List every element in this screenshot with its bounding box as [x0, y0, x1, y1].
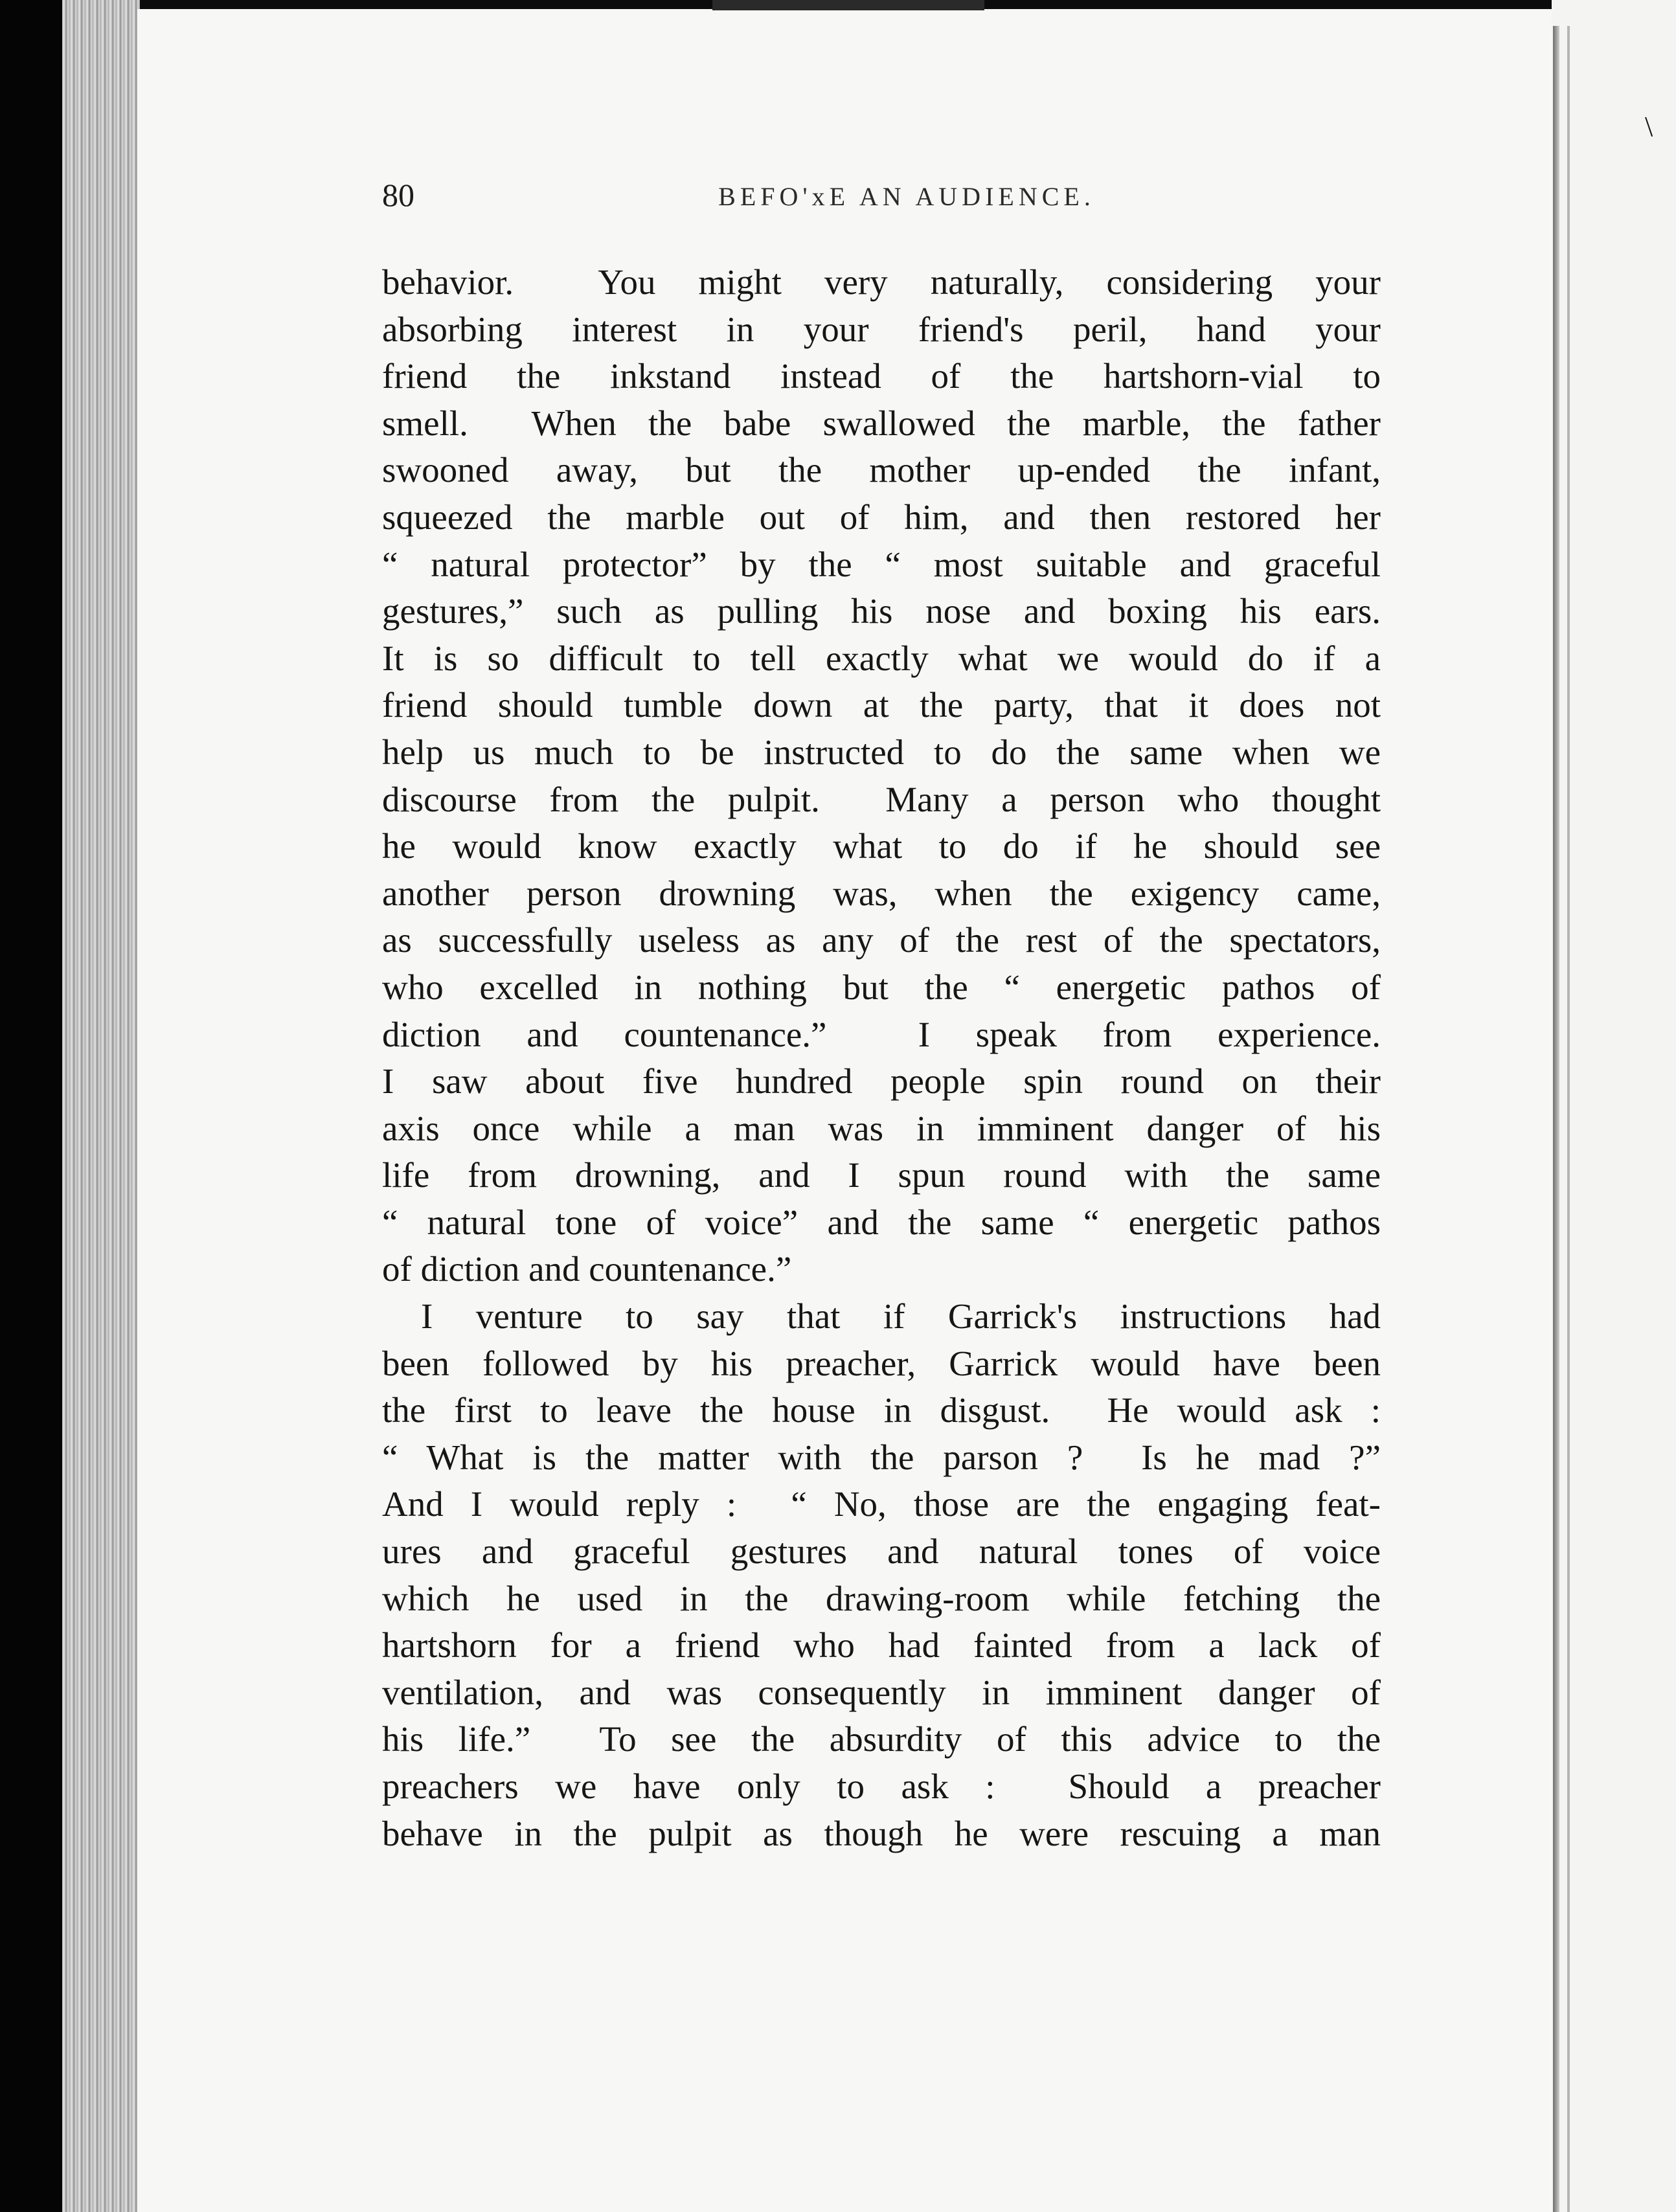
- running-head: BEFO'xE AN AUDIENCE.: [718, 182, 1095, 211]
- text-line: his life.” To see the absurdity of this advice to the: [382, 1719, 1381, 1759]
- text-line: the first to leave the house in disgust. He would ask :: [382, 1390, 1381, 1430]
- text-line: hartshorn for a friend who had fainted from a lack of: [382, 1625, 1381, 1665]
- text-line: behavior. You might very naturally, considering your: [382, 262, 1381, 302]
- text-line: who excelled in nothing but the “ energetic pathos of: [382, 967, 1381, 1007]
- text-line: which he used in the drawing-room while fetching the: [382, 1578, 1381, 1618]
- text-line: been followed by his preacher, Garrick would have been: [382, 1343, 1381, 1383]
- text-line: friend the inkstand instead of the hartshorn-vial to: [382, 356, 1381, 396]
- text-line: It is so difficult to tell exactly what we would do if a: [382, 638, 1381, 678]
- binding-shadow: [1553, 26, 1559, 2212]
- text-line: he would know exactly what to do if he should see: [382, 826, 1381, 866]
- text-line: ventilation, and was consequently in imminent danger of: [382, 1672, 1381, 1712]
- body-text: [382, 259, 1381, 1857]
- text-line: smell. When the babe swallowed the marble, the father: [382, 403, 1381, 443]
- text-line: absorbing interest in your friend's peril, hand your: [382, 309, 1381, 349]
- text-line: preachers we have only to ask : Should a preacher: [382, 1766, 1381, 1806]
- page-edges: [62, 0, 140, 2212]
- text-line: “ natural tone of voice” and the same “ energetic pathos: [382, 1202, 1381, 1242]
- text-line: discourse from the pulpit. Many a person who thought: [382, 779, 1381, 819]
- text-line: “ What is the matter with the parson ? Is he mad ?”: [382, 1437, 1381, 1477]
- text-line: axis once while a man was in imminent danger of his: [382, 1108, 1381, 1148]
- text-line: behave in the pulpit as though he were rescuing a man: [382, 1813, 1381, 1853]
- top-scan-artifact: [712, 0, 984, 10]
- text-line: swooned away, but the mother up-ended the infant,: [382, 450, 1381, 490]
- page-header: [382, 176, 1373, 221]
- text-line: gestures,” such as pulling his nose and boxing his ears.: [382, 591, 1381, 631]
- text-line: ures and graceful gestures and natural tones of voice: [382, 1531, 1381, 1572]
- text-line: help us much to be instructed to do the same when we: [382, 732, 1381, 772]
- text-line: as successfully useless as any of the rest of the spectators,: [382, 920, 1381, 960]
- text-line: another person drowning was, when the exigency came,: [382, 873, 1381, 913]
- text-line: squeezed the marble out of him, and then restored her: [382, 497, 1381, 537]
- text-line: of diction and countenance.”: [382, 1249, 792, 1289]
- text-line: I venture to say that if Garrick's instructions had: [421, 1296, 1381, 1337]
- text-line: life from drowning, and I spun round with the same: [382, 1155, 1381, 1195]
- text-line: friend should tumble down at the party, that it does not: [382, 685, 1381, 725]
- text-line: “ natural protector” by the “ most suitable and graceful: [382, 544, 1381, 584]
- corner-mark: \: [1645, 111, 1653, 142]
- text-line: I saw about five hundred people spin round on their: [382, 1061, 1381, 1101]
- text-line: And I would reply : “ No, those are the engaging feat-: [382, 1484, 1381, 1524]
- facing-page-edge: [1552, 0, 1676, 2212]
- binding-line: [1567, 26, 1570, 2212]
- text-line: diction and countenance.” I speak from experience.: [382, 1014, 1381, 1054]
- page-number: 80: [382, 177, 414, 213]
